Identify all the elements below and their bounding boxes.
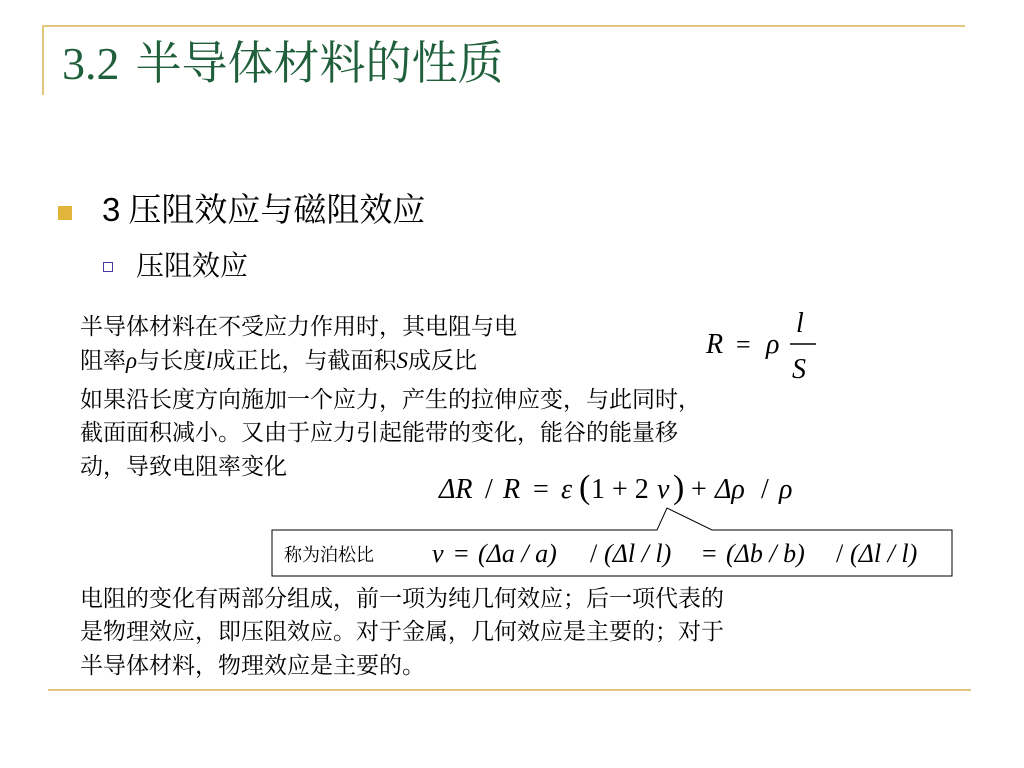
intro-line1: 半导体材料在不受应力作用时，其电阻与电 <box>80 314 517 340</box>
formula-rho: ρ <box>766 329 780 360</box>
callout-slash-2: / <box>836 539 844 568</box>
intro-line2-part-d: 成反比 <box>407 348 477 375</box>
intro-line2-part-b: 与长度 <box>137 348 207 375</box>
hollow-square-bullet-icon <box>103 262 113 272</box>
resistance-formula <box>700 300 830 390</box>
one-plus-two: 1 + 2 <box>591 474 649 505</box>
bullet-level1-number: 3 <box>102 191 121 228</box>
slide-title <box>62 36 504 90</box>
callout-slash: / <box>590 539 598 568</box>
rho-symbol-2: ρ <box>779 474 793 505</box>
bullet-level1 <box>102 190 425 230</box>
poisson-callout <box>262 500 962 580</box>
delta-rho: Δρ <box>715 474 745 505</box>
callout-eq-2: = <box>702 539 717 568</box>
callout-term-a: (Δa / a) <box>478 539 557 568</box>
callout-term-l1: (Δl / l) <box>604 539 672 568</box>
r-symbol: R <box>503 474 521 505</box>
square-bullet-icon <box>58 206 72 220</box>
slash-2: / <box>761 474 769 505</box>
callout-eq-1: = <box>454 539 469 568</box>
rho-symbol: ρ <box>126 348 138 374</box>
bottom-rule <box>48 689 971 691</box>
top-rule <box>42 25 965 27</box>
intro-line2-part-c: 成正比，与截面积 <box>212 348 397 375</box>
nu-symbol: ν <box>657 474 670 505</box>
area-symbol: S <box>396 348 408 374</box>
formula-numerator: l <box>796 308 804 339</box>
title-text: 半导体材料的性质 <box>135 36 504 90</box>
intro-line2-part-a: 阻率 <box>80 348 126 375</box>
strain-paragraph: 如果沿长度方向施加一个应力，产生的拉伸应变，与此同时， 截面面积减小。又由于应力引起能带的变化，能谷的能量移 动，导致电阻率变化 <box>80 387 701 480</box>
right-paren: ) <box>673 469 685 506</box>
formula-r: R <box>706 329 724 360</box>
bullet-level2-text: 压阻效应 <box>136 249 249 282</box>
left-rule <box>42 25 44 95</box>
slash-1: / <box>485 474 493 505</box>
left-paren: ( <box>579 469 591 506</box>
callout-nu: ν <box>432 539 444 568</box>
svg-text:ν = (Δa / a) / <box>432 539 917 568</box>
callout-label: 称为泊松比 <box>284 545 374 566</box>
formula-denominator: S <box>792 354 806 385</box>
intro-paragraph <box>80 311 517 379</box>
callout-term-b: (Δb / b) <box>726 539 805 568</box>
epsilon-symbol: ε <box>561 474 573 505</box>
formula-eq: = <box>736 330 751 359</box>
title-number: 3.2 <box>62 38 120 89</box>
bullet-level1-text: 压阻效应与磁阻效应 <box>128 190 426 229</box>
conclusion-paragraph: 电阻的变化有两部分组成，前一项为纯几何效应；后一项代表的 是物理效应，即压阻效应。对于金属，几何效应是主要的；对于 半导体材料，物理效应是主要的。 <box>80 586 724 679</box>
callout-term-l2: (Δl / l) <box>850 539 918 568</box>
delta-r: ΔR <box>439 474 473 505</box>
length-symbol: l <box>206 348 213 374</box>
plus-sign: + <box>691 474 707 505</box>
equals-sign: = <box>533 474 549 505</box>
